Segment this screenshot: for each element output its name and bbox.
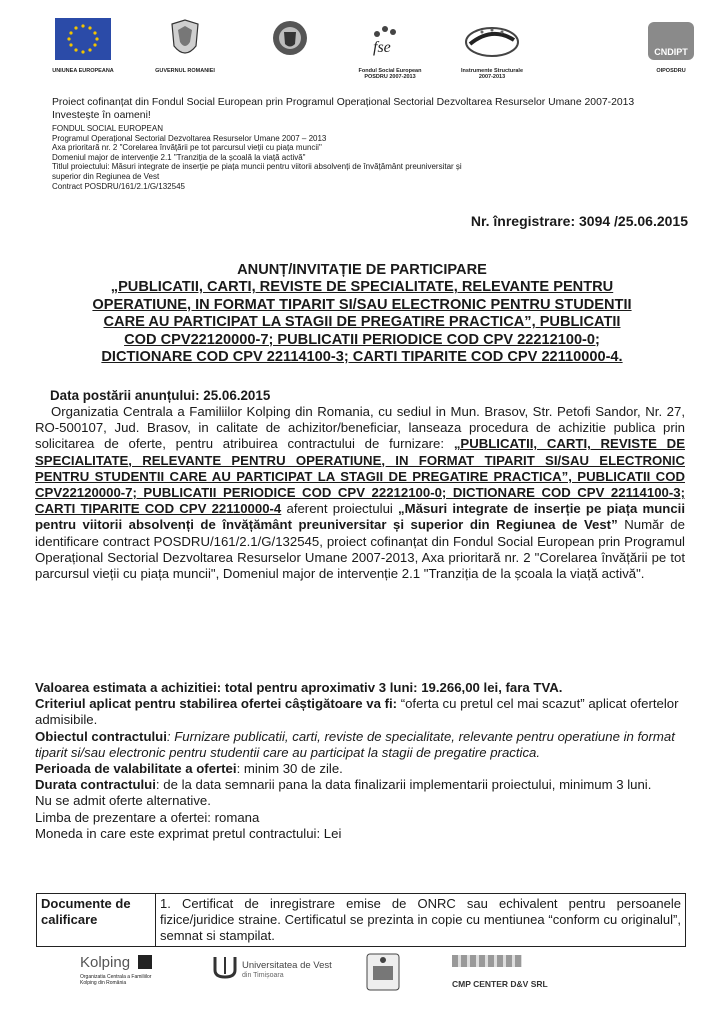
- detail-line: Axa prioritară nr. 2 "Corelarea învățării pe tot parcursul vieții cu piața muncii": [52, 143, 322, 153]
- posting-date: Data postării anunțului: 25.06.2015: [50, 388, 271, 403]
- cndipt-mark: CNDIPT: [654, 47, 688, 57]
- registration-number: Nr. înregistrare: 3094 /25.06.2015: [470, 213, 688, 229]
- estimated-value: Valoarea estimata a achizitiei: total pentru aproximativ 3 luni: 19.266,00 lei, fara TVA.: [35, 680, 563, 695]
- detail-line: Titlul proiectului: Măsuri integrate de inserție pe piața muncii pentru viitorii absolvenți de învățământ preuniversitar și: [52, 162, 462, 172]
- contract-currency: Moneda in care este exprimat pretul contractului: Lei: [35, 825, 342, 841]
- title-line: OPERATIUNE, IN FORMAT TIPARIT SI/SAU ELECTRONIC PENTRU STUDENTII: [92, 296, 632, 313]
- caption-gov: GUVERNUL ROMANIEI: [155, 68, 215, 74]
- detail-line: Domeniul major de intervenție 2.1 "Tranziția de la școală la viață activă": [52, 152, 306, 162]
- logo-eu: [55, 18, 111, 60]
- caption-eu: UNIUNEA EUROPEANA: [52, 68, 114, 74]
- docs-content: 1. Certificat de inregistrare emise de ONRC sau echivalent pentru persoanele fizice/juridice straine. Certificatul se prezinta in copie cu mentiunea “conform cu originalul”, semnat si stampilat.: [156, 894, 686, 947]
- intro-paragraph: [35, 404, 685, 582]
- ministry-crest-icon: [270, 18, 310, 62]
- project-title: „Măsuri integrate de inserție pe piața muncii pentru viitorii absolvenți de învățământ preuniversitar și superior din Regiunea de Vest”: [35, 501, 685, 533]
- fse-mark: fse: [373, 39, 391, 56]
- contract-object: Obiectul contractului: Furnizare publicatii, carti, reviste de specialitate, relevante pentru operatiune in format tiparit si/sau electronic pentru studentii care au participat la stagii de pregatire practica.: [35, 728, 675, 760]
- project-details: [52, 124, 692, 191]
- title-line: CARE AU PARTICIPAT LA STAGII DE PREGATIRE PRACTICA”, PUBLICATII: [103, 314, 621, 331]
- kolping-logo: [80, 954, 190, 1004]
- title-line: COD CPV22120000-7; PUBLICATII PERIODICE COD CPV 22212100-0;: [124, 331, 600, 348]
- cmp-mark-icon: [452, 955, 522, 967]
- fse-logo: [365, 20, 413, 60]
- kolping-sub: Organizatia Centrala a Familiilor Kolping din România: [80, 974, 152, 986]
- detail-line: superior din Regiunea de Vest: [52, 171, 160, 181]
- intro-text: Număr de identificare contract POSDRU/161/2.1/G/132545, proiect cofinanțat din Fondul Social European prin Programul Operațional Sectorial Dezvoltarea Resurselor Umane 2007-2013, Axa prioritară nr. 2 "Corelarea învățării pe tot parcursul vieții cu piața muncii", Domeniul major de intervenție 2.1 "Tranziția de la școala la viață activă".: [35, 517, 685, 582]
- caption-oiposdru: OIPOSDRU: [656, 68, 686, 74]
- intro-text: Organizatia Centrala a Familiilor Kolping din Romania, cu sediul in Mun. Brasov, Str. Petofi Sandor, Nr. 27, RO-500107, Jud. Brasov, in calitate de achizitor/beneficiar, lanseaza procedura de achizitie publica prin solicitarea de oferte, pentru atribuirea contractului de furnizare:: [35, 404, 685, 452]
- cndipt-logo: [648, 22, 694, 60]
- invest-line: Investește în oameni!: [52, 110, 151, 121]
- title-line: „PUBLICATII, CARTI, REVISTE DE SPECIALITATE, RELEVANTE PENTRU: [110, 279, 614, 296]
- kolping-name: Kolping: [80, 954, 131, 971]
- project-line: Proiect cofinanțat din Fondul Social European prin Programul Operațional Sectorial Dezvoltarea Resurselor Umane 2007-2013: [52, 97, 635, 108]
- contract-duration: Durata contractului: de la data semnarii pana la data finalizarii implementarii proiectului, minimum 3 luni.: [35, 777, 652, 793]
- document-title: [40, 262, 684, 366]
- offer-language: Limba de prezentare a ofertei: romana: [35, 809, 260, 825]
- kolping-k-icon: [138, 955, 152, 969]
- uvt-name: Universitatea de Vest: [242, 960, 332, 971]
- uvt-logo: [210, 954, 350, 994]
- caption-is: Instrumente Structurale 2007-2013: [460, 68, 524, 80]
- docs-label: Documente de calificare: [37, 894, 156, 947]
- detail-line: Contract POSDRU/161/2.1/G/132545: [52, 181, 185, 191]
- cmp-name: CMP CENTER D&V SRL: [452, 979, 548, 989]
- detail-line: Programul Operațional Sectorial Dezvoltarea Resurselor Umane 2007 – 2013: [52, 133, 327, 143]
- title-line: DICTIONARE COD CPV 22114100-3; CARTI TIPARITE COD CPV 22110000-4.: [101, 349, 623, 366]
- cmp-logo: [452, 955, 592, 995]
- university-seal-icon: [364, 950, 402, 994]
- contract-title: „PUBLICATII, CARTI, REVISTE DE SPECIALITATE, RELEVANTE PENTRU OPERATIUNE, IN FORMAT TIPARIT SI/SAU ELECTRONIC PENTRU STUDENTII CARE AU PARTICIPAT LA STAGII DE PREGATIRE PRACTICA”, PUBLICATII COD CPV22120000-7; PUBLICATII PERIODICE COD CPV 22212100-0; DICTIONARE COD CPV 22114100-3; CARTI TIPARITE COD CPV 22110000-4: [35, 436, 686, 517]
- detail-line: FONDUL SOCIAL EUROPEAN: [52, 124, 163, 133]
- instrumente-structurale-logo: [462, 22, 522, 60]
- no-alternatives: Nu se admit oferte alternative.: [35, 793, 211, 809]
- criteria: Criteriul aplicat pentru stabilirea ofertei câștigătoare va fi: “oferta cu pretul cel mai scazut” aplicat ofertelor admisibile.: [35, 696, 679, 728]
- title-line: ANUNȚ/INVITAȚIE DE PARTICIPARE: [237, 262, 487, 278]
- caption-fse: Fondul Social European POSDRU 2007-2013: [358, 68, 422, 80]
- romania-coat-of-arms-icon: [168, 18, 202, 62]
- offer-validity: Perioada de valabilitate a ofertei: minim 30 de zile.: [35, 761, 343, 777]
- uvt-sub: din Timișoara: [242, 972, 284, 979]
- eu-stars-icon: [55, 18, 111, 60]
- intro-text: aferent proiectului: [281, 501, 399, 517]
- details-section: [35, 680, 685, 842]
- uvt-emblem-icon: [212, 954, 238, 980]
- qualification-table: [36, 893, 686, 947]
